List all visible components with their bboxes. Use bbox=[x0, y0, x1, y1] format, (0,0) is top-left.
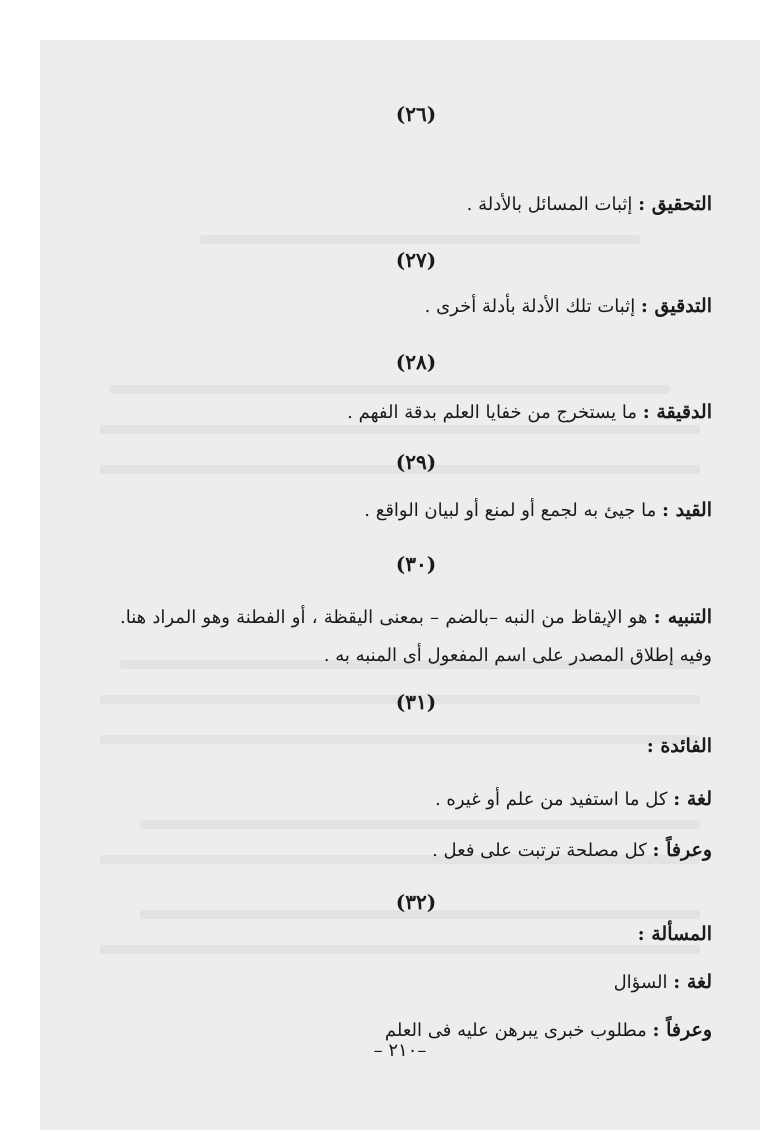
entry-number: (٢٩) bbox=[395, 450, 437, 474]
glossary-entry bbox=[120, 292, 712, 321]
glossary-entry bbox=[120, 920, 712, 949]
glossary-entry bbox=[120, 496, 712, 525]
entry-term: لغة : bbox=[673, 971, 712, 993]
entry-number: (٢٦) bbox=[395, 102, 437, 126]
entry-term: القيد : bbox=[661, 499, 712, 521]
entry-term: التدقيق : bbox=[640, 295, 712, 317]
entry-term: التحقيق : bbox=[638, 193, 712, 215]
glossary-entry bbox=[120, 785, 712, 814]
show-through-line bbox=[200, 235, 640, 244]
entry-definition: مطلوب خبرى يبرهن عليه فى العلم bbox=[384, 1020, 653, 1041]
entry-number: (٣١) bbox=[395, 690, 437, 714]
entry-number: (٢٧) bbox=[395, 248, 437, 272]
entry-term: المسألة : bbox=[637, 923, 712, 945]
entry-definition: كل مصلحة ترتبت على فعل . bbox=[432, 840, 653, 861]
glossary-entry bbox=[120, 190, 712, 219]
entry-term: وعرفاً : bbox=[652, 839, 712, 861]
show-through-line bbox=[140, 820, 700, 829]
entry-term: الدقيقة : bbox=[642, 401, 712, 423]
entry-definition: إثبات المسائل بالأدلة . bbox=[466, 194, 639, 215]
entry-definition: كل ما استفيد من علم أو غيره . bbox=[434, 789, 674, 810]
entry-term: الفائدة : bbox=[646, 735, 712, 757]
entry-definition: إثبات تلك الأدلة بأدلة أخرى . bbox=[424, 296, 641, 317]
entry-definition: هو الإيقاظ من النبه –بالضم – بمعنى اليقظة ، أو الفطنة وهو المراد هنا. وفيه إطلاق المصدر على اسم المفعول أى المنبه به . bbox=[120, 607, 712, 666]
entry-term: التنبيه : bbox=[653, 606, 712, 628]
glossary-entry bbox=[120, 968, 712, 997]
document-page bbox=[40, 40, 760, 1130]
entry-number: (٣٢) bbox=[395, 890, 437, 914]
glossary-entry bbox=[120, 836, 712, 865]
entry-definition: ما جيئ به لجمع أو لمنع أو لبيان الواقع . bbox=[364, 500, 662, 521]
glossary-entry bbox=[120, 398, 712, 427]
entry-definition: السؤال bbox=[613, 972, 674, 993]
entry-definition: ما يستخرج من خفايا العلم بدقة الفهم . bbox=[347, 402, 643, 423]
glossary-entry bbox=[120, 732, 712, 761]
glossary-entry bbox=[120, 598, 712, 675]
entry-number: (٢٨) bbox=[395, 350, 437, 374]
entry-number: (٣٠) bbox=[395, 552, 437, 576]
entry-term: وعرفاً : bbox=[652, 1019, 712, 1041]
show-through-line bbox=[110, 385, 670, 394]
page-number: –٢١٠ – bbox=[373, 1040, 427, 1061]
entry-term: لغة : bbox=[673, 788, 712, 810]
